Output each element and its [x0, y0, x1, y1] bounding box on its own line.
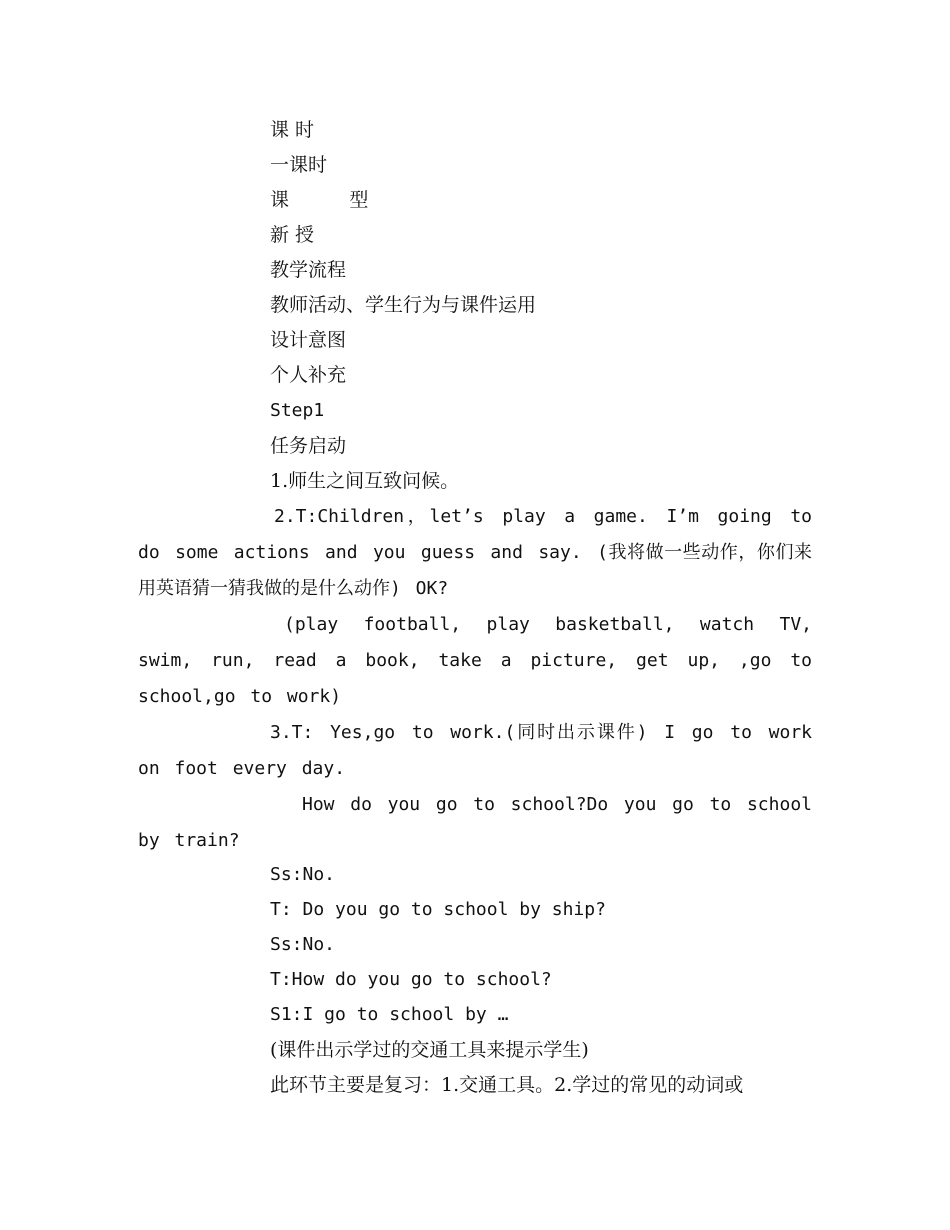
personal-notes-heading: 个人补充	[270, 364, 347, 386]
activities-heading: 教师活动、学生行为与课件运用	[270, 294, 537, 316]
dialogue-line: T: Do you go to school by ship?	[270, 899, 606, 920]
step1-item-greeting: 1.师生之间互致问候。	[270, 470, 460, 492]
lesson-type-label: 课 型	[270, 189, 369, 211]
task-start-heading: 任务启动	[270, 435, 347, 457]
actions-list: (play football, play basketball, watch TV, swim, run, read a book, take a picture, get up, ,go to school,go to work)	[138, 614, 812, 707]
dialogue-line: S1:I go to school by …	[270, 1004, 509, 1025]
courseware-note: (课件出示学过的交通工具来提示学生)	[270, 1039, 589, 1061]
step1-item-transport: 3.T: Yes,go to work.(同时出示课件) I go to work on foot every day.	[138, 722, 812, 779]
lesson-type-value: 新 授	[270, 224, 315, 246]
question-line: How do you go to school?Do you go to school by train?	[138, 794, 812, 851]
dialogue-line: Ss:No.	[270, 864, 336, 885]
teaching-process-heading: 教学流程	[270, 259, 347, 281]
step-label: Step1	[270, 400, 325, 421]
lesson-hours-label: 课 时	[270, 119, 315, 141]
step1-item-game: 2.T:Children，let’s play a game. I’m going to do some actions and you guess and say. (我将做一些动作，你们来用英语猜一猜我做的是什么动作) OK?	[138, 506, 812, 599]
lesson-hours-value: 一课时	[270, 154, 328, 176]
dialogue-line: T:How do you go to school?	[270, 969, 552, 990]
dialogue-line: Ss:No.	[270, 934, 336, 955]
design-intent-text: 此环节主要是复习：1.交通工具。2.学过的常见的动词或	[270, 1074, 744, 1096]
design-intent-heading: 设计意图	[270, 329, 347, 351]
